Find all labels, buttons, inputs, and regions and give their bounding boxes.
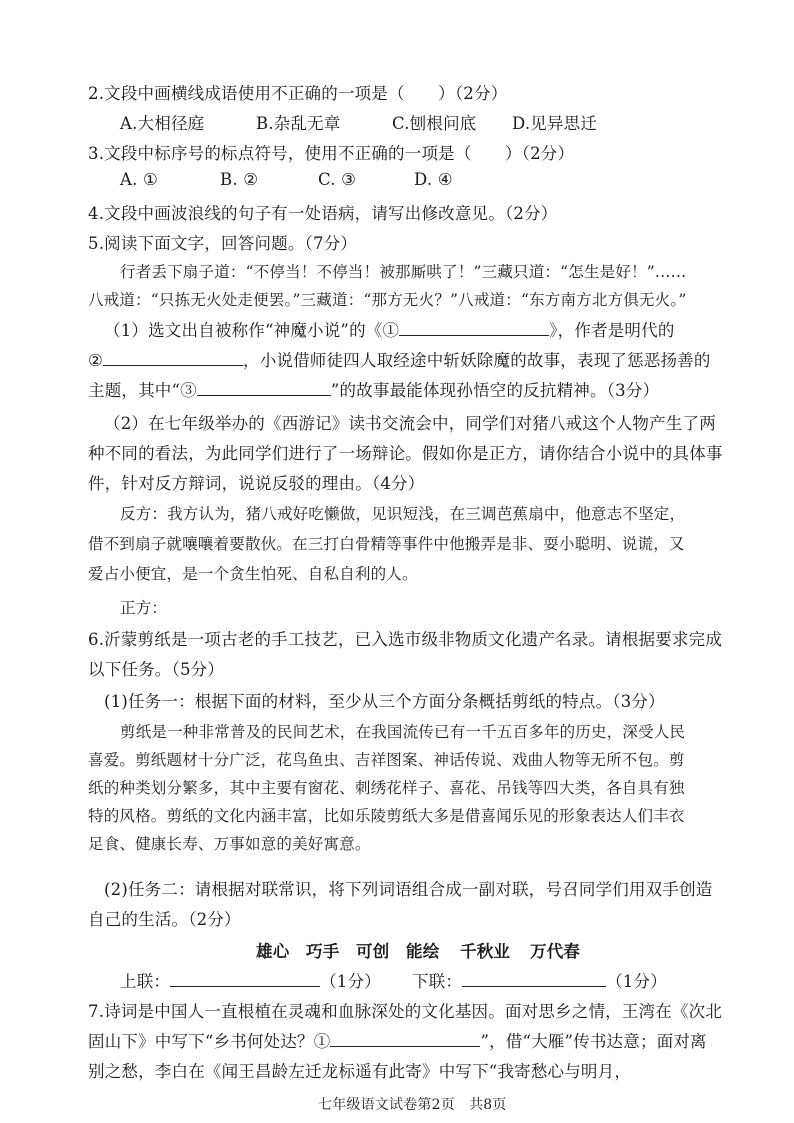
q7-line3: 别之愁，李白在《闻王昌龄左迁龙标遥有此寄》中写下“我寄愁心与明月， <box>88 1062 632 1081</box>
q2-option-b: B.杂乱无章 <box>256 114 341 133</box>
con-argument-line2: 借不到扇子就嚷嚷着要散伙。在三打白骨精等事件中他搬弄是非、耍小聪明、说谎，又 <box>88 535 685 553</box>
pro-label: 正方： <box>120 599 168 617</box>
answer-blank-3[interactable] <box>197 381 331 396</box>
couplet-word: 能绘 <box>406 942 440 961</box>
upper-couplet-row: 上联： （1分） <box>120 972 381 991</box>
q5-sub2-line1: （2）在七年级举办的《西游记》读书交流会中，同学们对猪八戒这个人物产生了两 <box>104 414 716 433</box>
couplet-word: 千秋业 <box>460 942 511 961</box>
q5-passage-line1: 行者丢下扇子道：“不停当！不停当！被那厮哄了！”三藏只道：“怎生是好！”…… <box>120 263 687 281</box>
q3-option-c: C. ③ <box>318 170 357 189</box>
q5-sub1-line1: （1）选文出自被称作“神魔小说”的《① 》，作者是明代的 <box>104 321 675 340</box>
answer-blank-1[interactable] <box>399 321 549 336</box>
q5-sub1-line3: 主题，其中“③ ”的故事最能体现孙悟空的反抗精神。（3分） <box>88 381 660 400</box>
con-argument-line3: 爱占小便宜，是一个贪生怕死、自私自利的人。 <box>88 565 418 583</box>
q4-stem: 4.文段中画波浪线的句子有一处语病，请写出修改意见。（2分） <box>88 204 558 223</box>
q6-task1: (1)任务一：根据下面的材料，至少从三个方面分条概括剪纸的特点。（3分） <box>104 692 665 711</box>
couplet-word: 万代春 <box>530 942 581 961</box>
q3-option-d: D. ④ <box>414 170 453 189</box>
material-line3: 纸的种类划分繁多，其中主要有窗花、刺绣花样子、喜花、吊钱等四大类，各自具有独 <box>88 779 685 797</box>
q2-stem: 2.文段中画横线成语使用不正确的一项是（ ）（2分） <box>88 84 508 103</box>
upper-couplet-blank[interactable] <box>170 972 320 987</box>
q3-stem: 3.文段中标序号的标点符号，使用不正确的一项是（ ）（2分） <box>88 144 575 163</box>
lower-couplet-blank[interactable] <box>462 972 606 987</box>
q7-line1: 7.诗词是中国人一直根植在灵魂和血脉深处的文化基因。面对思乡之情，王湾在《次北 <box>88 1002 723 1021</box>
q5-sub2-line2: 种不同的看法，为此同学们进行了一场辩论。假如你是正方，请你结合小说中的具体事 <box>88 444 723 463</box>
material-line4: 特的风格。剪纸的文化内涵丰富，比如乐陵剪纸大多是借喜闻乐见的形象表达人们丰衣 <box>88 807 685 825</box>
q5-sub2-line3: 件，针对反方辩词，说说反驳的理由。（4分） <box>88 474 425 493</box>
q6-task2-line1: (2)任务二：请根据对联常识，将下列词语组合成一副对联，号召同学们用双手创造 <box>104 880 713 899</box>
lower-couplet-row: 下联： （1分） <box>412 972 667 991</box>
q3-option-a: A. ① <box>120 170 158 189</box>
q3-option-b: B. ② <box>220 170 259 189</box>
material-line2: 喜爱。剪纸题材十分广泛，花鸟鱼虫、吉祥图案、神话传说、戏曲人物等无所不包。剪 <box>88 751 685 769</box>
material-line1: 剪纸是一种非常普及的民间艺术，在我国流传已有一千五百多年的历史，深受人民 <box>120 723 686 741</box>
q5-passage-line2: 八戒道：“只拣无火处走便罢。”三藏道：“那方无火？”八戒道：“东方南方北方俱无火。” <box>88 291 687 309</box>
couplet-word: 巧手 <box>306 942 340 961</box>
page-footer: 七年级语文试卷第2页 共8页 <box>318 1097 507 1113</box>
q6-stem-line1: 6.沂蒙剪纸是一项古老的手工技艺，已入选市级非物质文化遗产名录。请根据要求完成 <box>88 630 723 649</box>
q6-stem-line2: 以下任务。（5分） <box>88 660 225 679</box>
q5-stem: 5.阅读下面文字，回答问题。（7分） <box>88 234 358 253</box>
material-line5: 足食、健康长寿、万事如意的美好寓意。 <box>88 835 371 853</box>
con-argument-line1: 反方：我方认为，猪八戒好吃懒做，见识短浅，在三调芭蕉扇中，他意志不坚定， <box>120 505 686 523</box>
couplet-word: 雄心 <box>256 942 290 961</box>
q2-option-d: D.见异思迁 <box>512 114 598 133</box>
couplet-word: 可创 <box>356 942 390 961</box>
q2-option-a: A.大相径庭 <box>120 114 205 133</box>
q7-line2: 固山下》中写下“乡书何处达？① ”，借“大雁”传书达意；面对离 <box>88 1032 707 1051</box>
q5-sub1-line2: ② ，小说借师徒四人取经途中斩妖除魔的故事，表现了惩恶扬善的 <box>88 351 711 370</box>
q2-option-c: C.刨根问底 <box>392 114 477 133</box>
q6-task2-line2: 自己的生活。（2分） <box>88 910 241 929</box>
poem-blank-1[interactable] <box>330 1032 480 1047</box>
answer-blank-2[interactable] <box>103 351 243 366</box>
